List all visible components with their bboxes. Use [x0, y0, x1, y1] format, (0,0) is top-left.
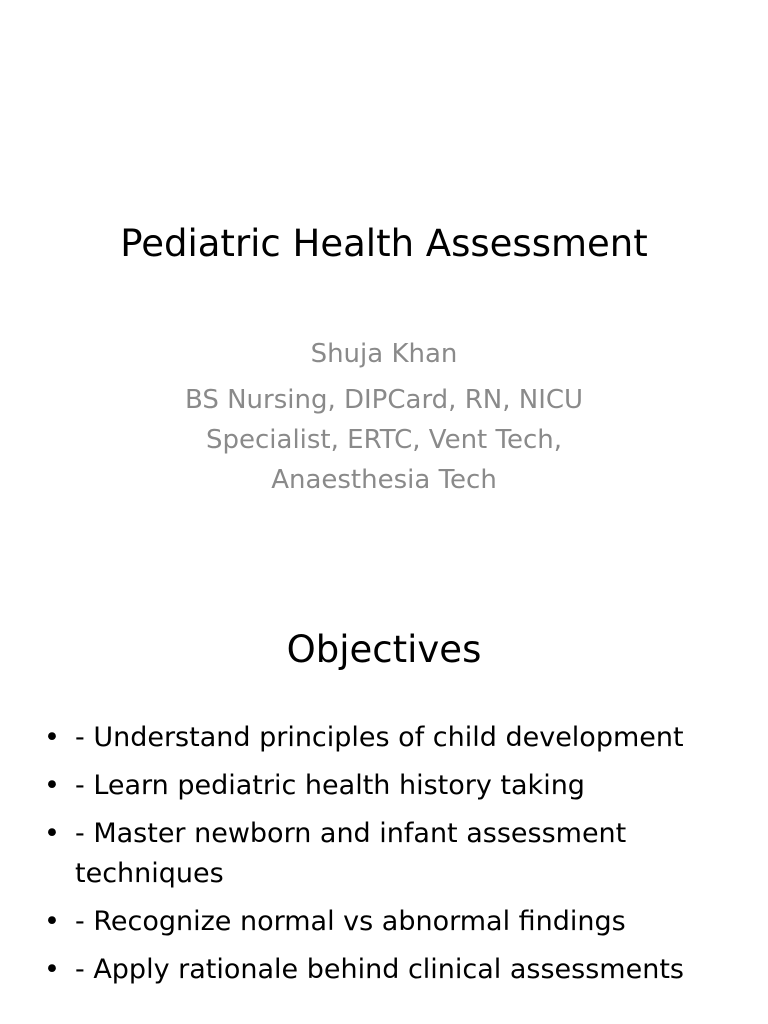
- bullet-icon: •: [44, 770, 60, 801]
- bullet-icon: •: [44, 818, 60, 849]
- list-item-text: - Master newborn and infant assessment techniques: [75, 818, 627, 889]
- bullet-icon: •: [44, 954, 60, 985]
- slide-title: Pediatric Health Assessment: [120, 222, 648, 265]
- list-item-text: - Understand principles of child development: [75, 722, 684, 753]
- list-item: [40, 814, 740, 894]
- objectives-title: Objectives: [286, 628, 482, 671]
- list-item-text: - Recognize normal vs abnormal findings: [75, 906, 626, 937]
- list-item-text: - Learn pediatric health history taking: [75, 770, 585, 801]
- bullet-icon: •: [44, 722, 60, 753]
- bullet-icon: •: [44, 906, 60, 937]
- list-item: [40, 718, 740, 758]
- author-name: Shuja Khan: [310, 339, 458, 369]
- list-item-text: - Apply rationale behind clinical assessments: [75, 954, 684, 985]
- list-item: [40, 766, 740, 806]
- list-item: [40, 902, 740, 942]
- objectives-list: [40, 718, 740, 998]
- author-credentials: BS Nursing, DIPCard, RN, NICU Specialist, ERTC, Vent Tech, Anaesthesia Tech: [184, 385, 584, 495]
- list-item: [40, 950, 740, 990]
- objectives-slide: [0, 576, 768, 1024]
- slide-subtitle: [150, 334, 618, 500]
